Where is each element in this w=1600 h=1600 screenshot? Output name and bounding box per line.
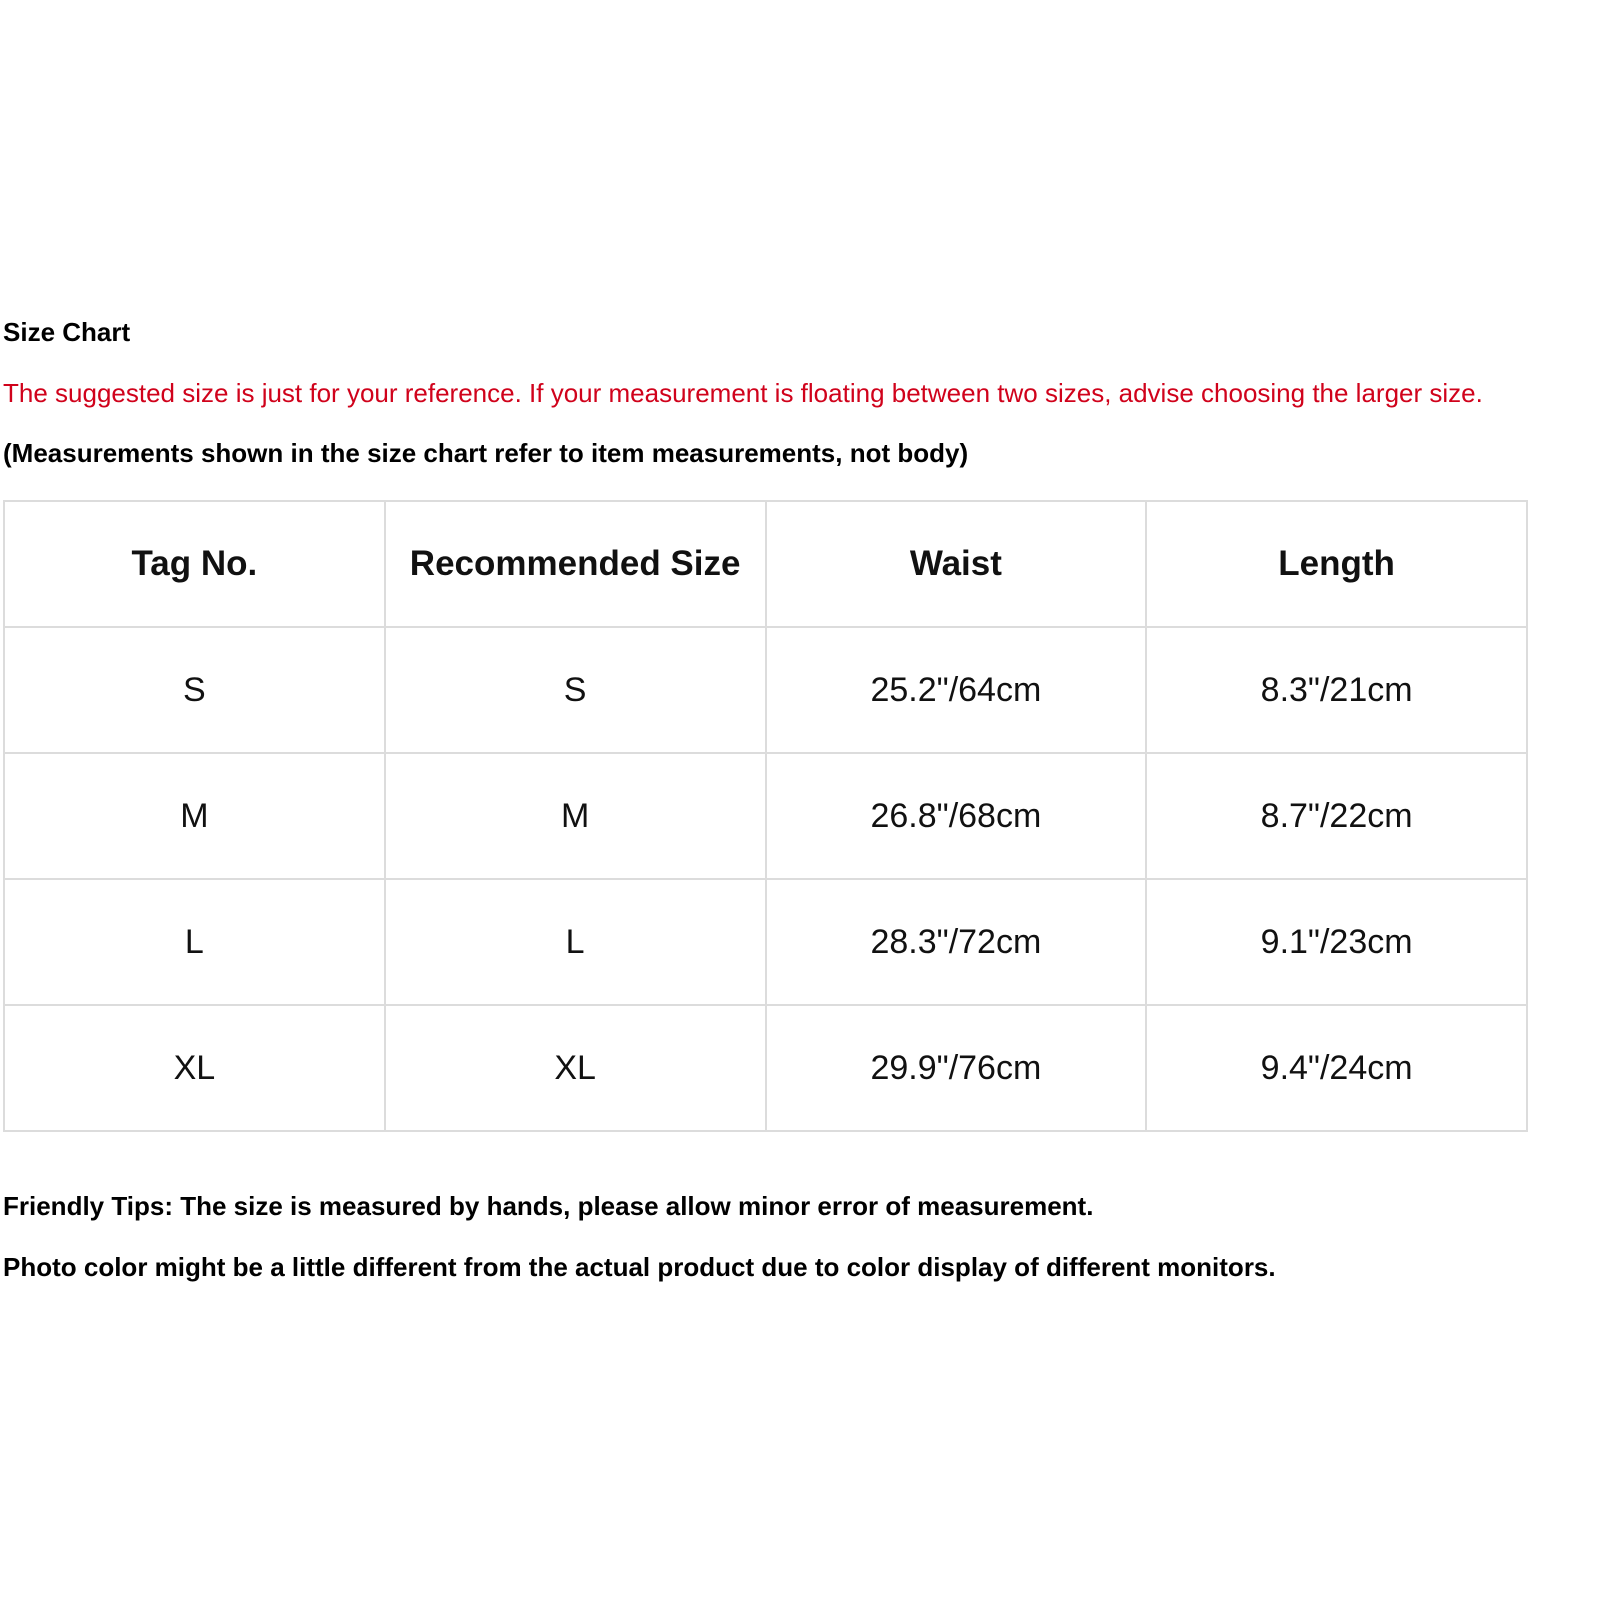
cell-waist: 25.2"/64cm (766, 627, 1147, 753)
header-row (4, 501, 1527, 627)
cell-recommended-size: M (385, 753, 766, 879)
header-recommended-size: Recommended Size (385, 501, 766, 627)
cell-length: 9.1"/23cm (1146, 879, 1527, 1005)
cell-tag-no: M (4, 753, 385, 879)
cell-length: 8.7"/22cm (1146, 753, 1527, 879)
table-body (4, 627, 1527, 1131)
cell-tag-no: L (4, 879, 385, 1005)
size-notice: The suggested size is just for your reference. If your measurement is floating between two sizes, advise choosing the larger size. (3, 378, 1483, 408)
size-table (3, 500, 1528, 1132)
header-tag-no: Tag No. (4, 501, 385, 627)
page-title: Size Chart (3, 317, 131, 347)
measurement-note: (Measurements shown in the size chart refer to item measurements, not body) (3, 438, 969, 468)
cell-tag-no: XL (4, 1005, 385, 1131)
table-row (4, 627, 1527, 753)
color-disclaimer: Photo color might be a little different from the actual product due to color display of different monitors. (3, 1252, 1276, 1282)
cell-waist: 28.3"/72cm (766, 879, 1147, 1005)
header-waist: Waist (766, 501, 1147, 627)
cell-length: 8.3"/21cm (1146, 627, 1527, 753)
cell-waist: 26.8"/68cm (766, 753, 1147, 879)
cell-length: 9.4"/24cm (1146, 1005, 1527, 1131)
cell-tag-no: S (4, 627, 385, 753)
friendly-tip: Friendly Tips: The size is measured by hands, please allow minor error of measurement. (3, 1191, 1094, 1221)
cell-recommended-size: S (385, 627, 766, 753)
table-header (4, 501, 1527, 627)
header-length: Length (1146, 501, 1527, 627)
table-row (4, 879, 1527, 1005)
cell-recommended-size: XL (385, 1005, 766, 1131)
cell-waist: 29.9"/76cm (766, 1005, 1147, 1131)
cell-recommended-size: L (385, 879, 766, 1005)
table-row (4, 753, 1527, 879)
table-row (4, 1005, 1527, 1131)
